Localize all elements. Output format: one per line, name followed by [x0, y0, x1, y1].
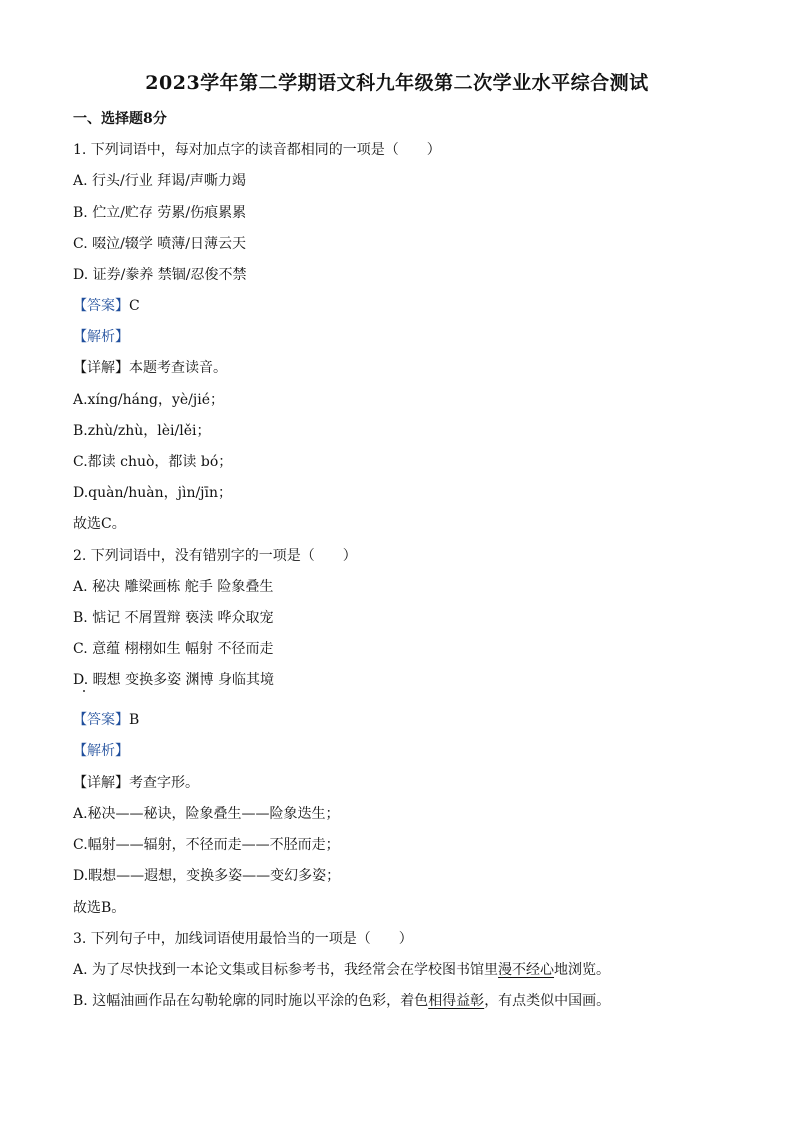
q2-explain-d: D.暇想——遐想，变换多姿——变幻多姿； — [73, 868, 341, 884]
option-text-end: ，有点类似中国画。 — [484, 993, 611, 1009]
q1-stem: 1. 下列词语中，每对加点字的读音都相同的一项是（ ） — [73, 142, 441, 158]
detail-text: 考查字形。 — [129, 775, 199, 791]
option-text-end: 地浏览。 — [554, 962, 611, 978]
q1-explain-b: B.zhù/zhù，lèi/lěi； — [73, 423, 211, 439]
q1-analysis-tag: 【解析】 — [73, 329, 129, 345]
q2-detail — [73, 774, 199, 792]
q1-conclusion: 故选C。 — [73, 516, 126, 532]
q2-explain-a: A.秘决——秘诀，险象叠生——险象迭生； — [73, 806, 340, 822]
q2-explain-c: C.幅射——辐射，不径而走——不胫而走； — [73, 837, 340, 853]
option-text: B. 这幅油画作品在勾勒轮廓的同时施以平涂的色彩，着色 — [73, 993, 429, 1009]
section-heading: 一、选择题8分 — [73, 111, 167, 127]
q2-analysis-tag: 【解析】 — [73, 743, 129, 759]
q2-option-c: C. 意蕴 栩栩如生 幅射 不径而走 — [73, 641, 274, 657]
q2-option-b: B. 惦记 不屑置辩 亵渎 哗众取宠 — [73, 610, 274, 626]
q2-answer — [73, 711, 139, 729]
underlined-phrase: 相得益彰 — [428, 993, 485, 1009]
q1-option-d: D. 证券/豢养 禁锢/忍俊不禁 — [73, 267, 247, 283]
q3-option-a — [73, 961, 610, 979]
q1-explain-a: A.xíng/háng，yè/jié； — [73, 392, 224, 408]
detail-tag: 【详解】 — [73, 775, 129, 791]
answer-tag: 【答案】 — [73, 712, 129, 728]
q1-option-c: C. 啜泣/辍学 喷薄/日薄云天 — [73, 236, 246, 252]
q1-explain-c: C.都读 chuò，都读 bó； — [73, 454, 233, 470]
q2-conclusion: 故选B。 — [73, 900, 126, 916]
q1-explain-d: D.quàn/huàn，jìn/jīn； — [73, 485, 233, 501]
q2-option-d: D. 暇想 变换多姿 渊博 身临其境 — [73, 672, 274, 688]
detail-text: 本题考查读音。 — [129, 360, 227, 376]
option-text: A. 为了尽快找到一本论文集或目标参考书，我经常会在学校图书馆里 — [73, 962, 499, 978]
q1-option-b: B. 伫立/贮存 劳累/伤痕累累 — [73, 205, 247, 221]
q1-answer — [73, 297, 140, 315]
q2-stem: 2. 下列词语中，没有错别字的一项是（ ） — [73, 548, 357, 564]
answer-tag: 【答案】 — [73, 298, 129, 314]
q3-option-b — [73, 992, 610, 1010]
page-title: 2023学年第二学期语文科九年级第二次学业水平综合测试 — [145, 72, 649, 94]
q1-detail — [73, 359, 227, 377]
q3-stem: 3. 下列句子中，加线词语使用最恰当的一项是（ ） — [73, 931, 413, 947]
q2-option-a: A. 秘决 雕梁画栋 舵手 险象叠生 — [73, 579, 274, 595]
detail-tag: 【详解】 — [73, 360, 129, 376]
answer-value: B — [129, 712, 140, 728]
answer-value: C — [129, 298, 140, 314]
q1-option-a: A. 行头/行业 拜谒/声嘶力竭 — [73, 173, 246, 189]
underlined-phrase: 漫不经心 — [498, 962, 555, 978]
stray-dot-mark — [83, 690, 85, 692]
